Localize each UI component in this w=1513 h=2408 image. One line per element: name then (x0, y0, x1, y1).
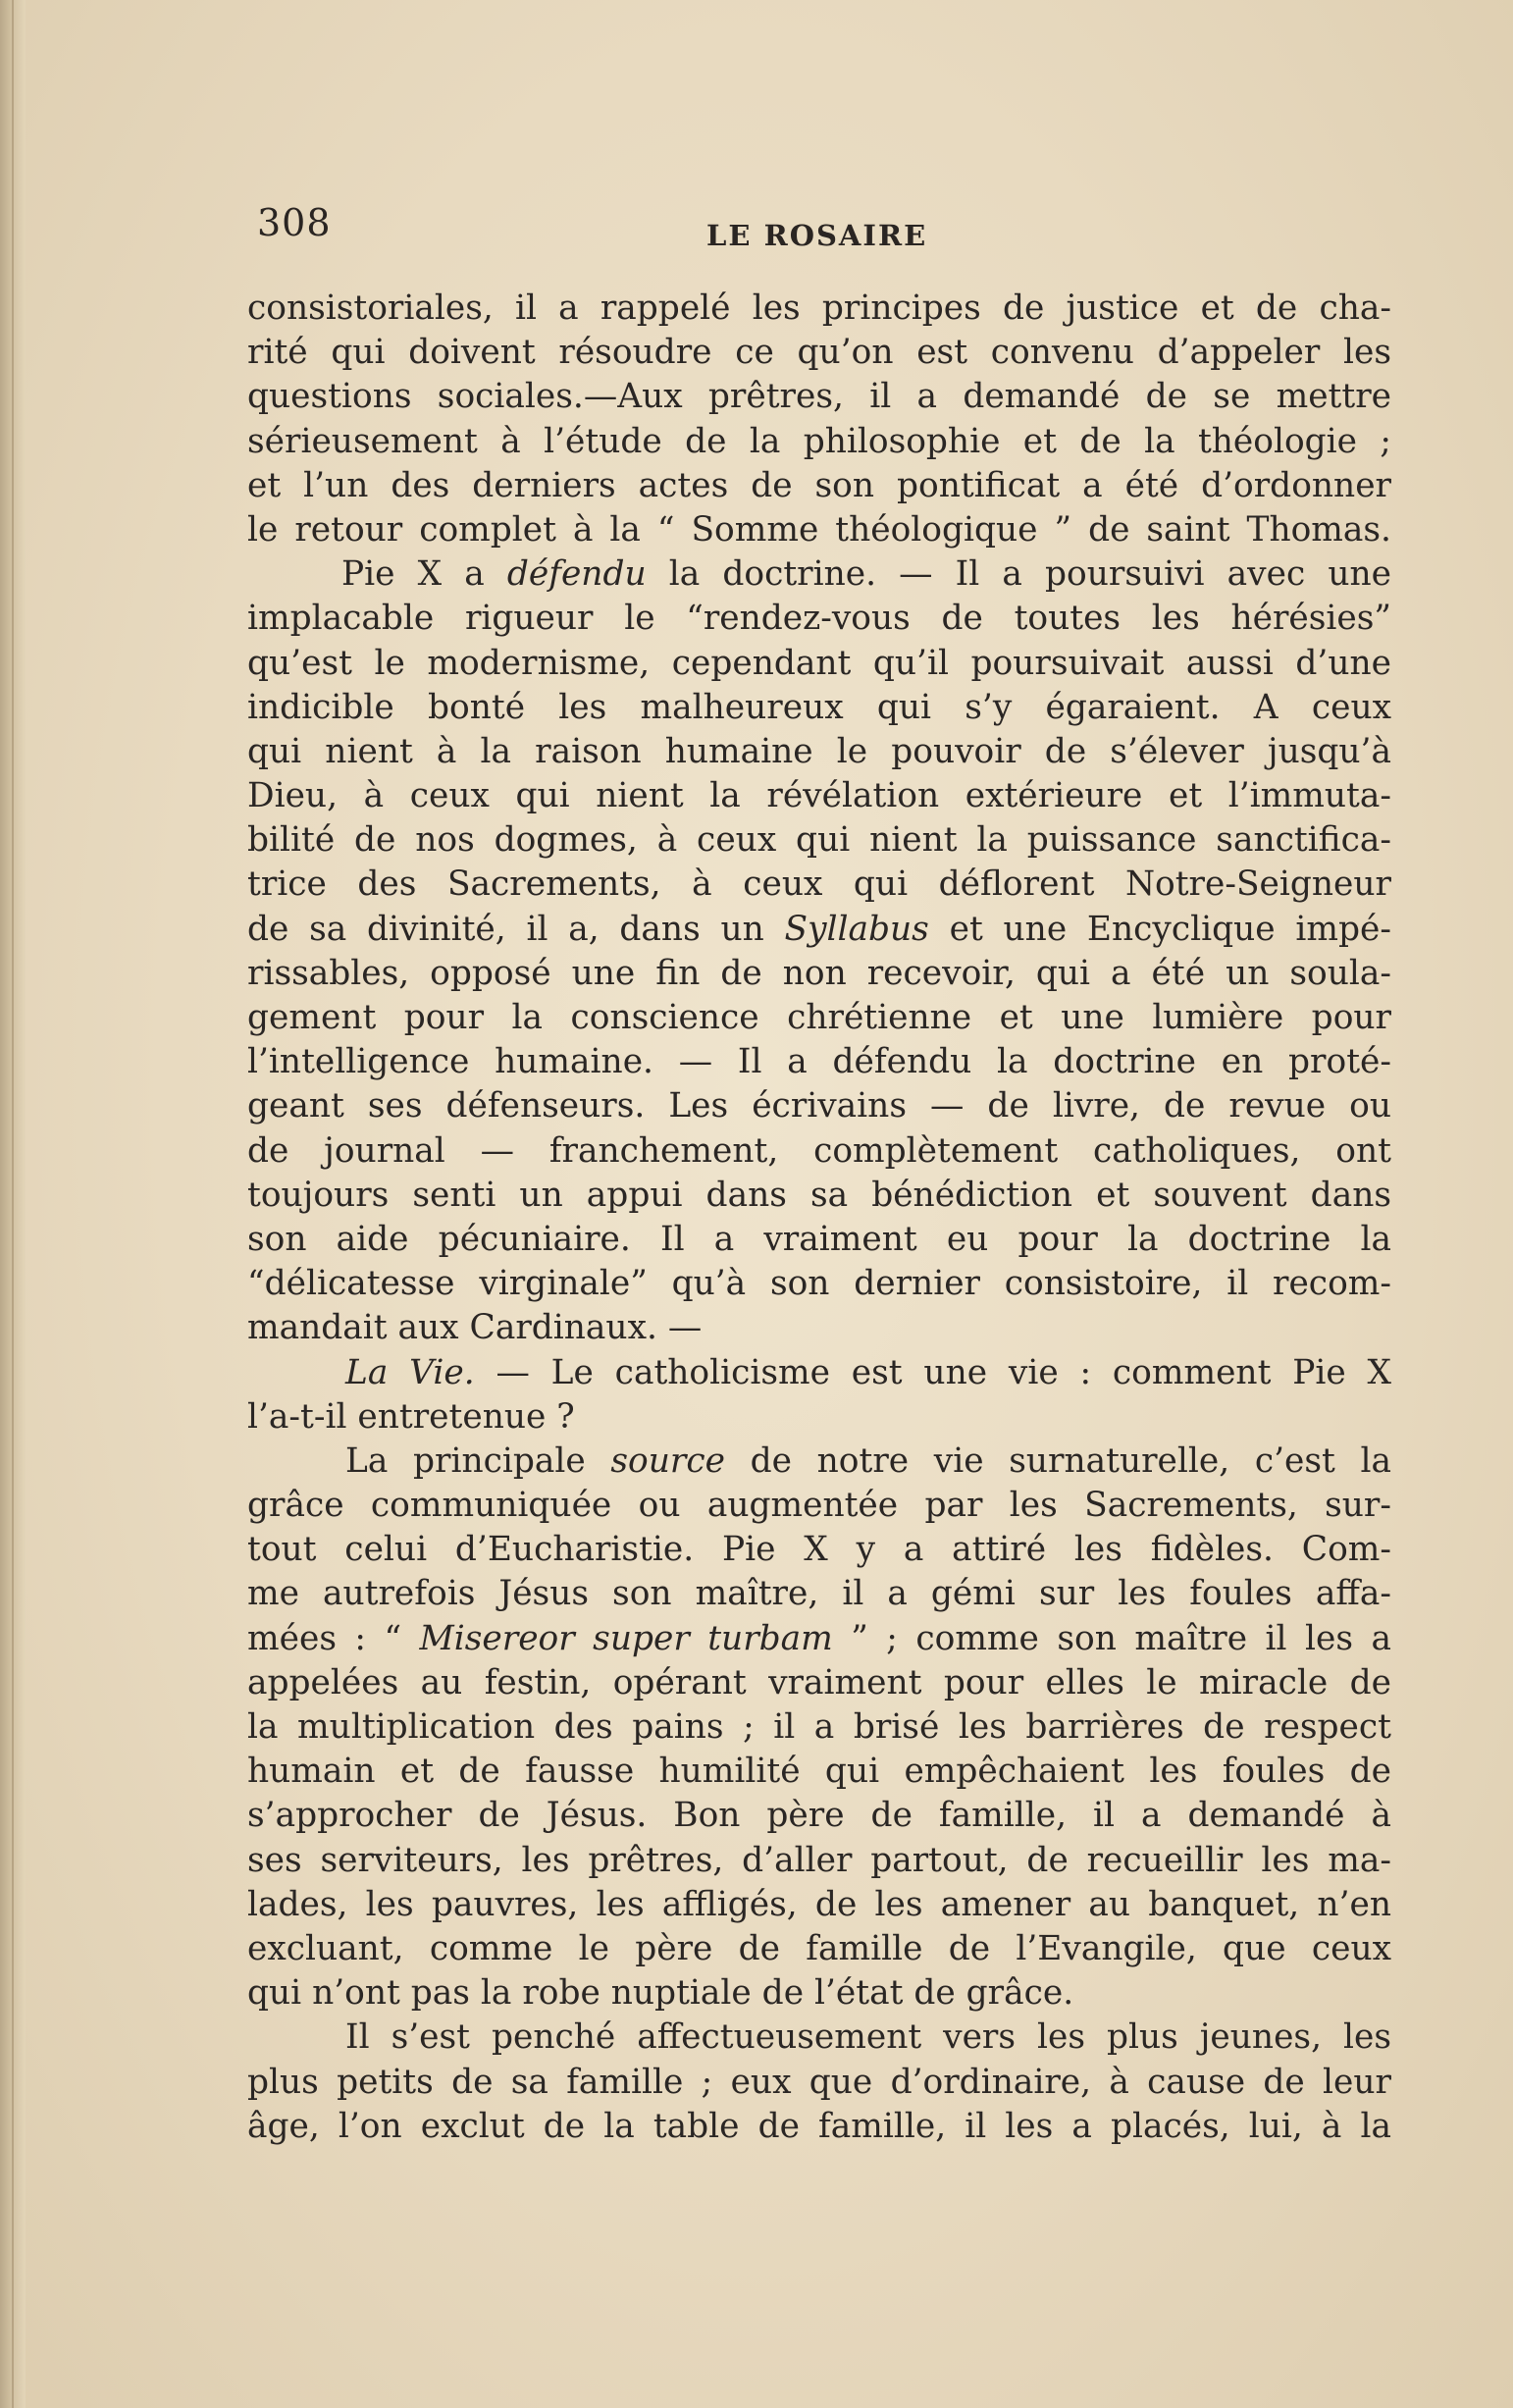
binding-shadow-line (12, 0, 14, 2408)
text-line: le retour complet à la “ Somme théologique ” de saint Thomas. (247, 509, 1391, 550)
text-line: rité qui doivent résoudre ce qu’on est convenu d’appeler les (247, 333, 1391, 373)
paragraph-line-misereor (247, 1617, 1391, 1661)
text-line: la multiplication des pains ; il a brisé les barrières de respect (247, 1707, 1391, 1747)
text-line: me autrefois Jésus son maître, il a gémi sur les foules affa- (247, 1574, 1391, 1614)
text-line: Dieu, à ceux qui nient la révélation extérieure et l’immuta- (247, 776, 1391, 816)
text-line: indicible bonté les malheureux qui s’y égaraient. A ceux (247, 687, 1391, 727)
text-line: consistoriales, il a rappelé les principes de justice et de cha- (247, 288, 1391, 328)
text-line: qu’est le modernisme, cependant qu’il poursuivait aussi d’une (247, 643, 1391, 683)
text-line: ses serviteurs, les prêtres, d’aller partout, de recueillir les ma- (247, 1840, 1391, 1880)
text-line: qui n’ont pas la robe nuptiale de l’état de grâce. (247, 1973, 1074, 2014)
paragraph-line-defendu (247, 552, 1391, 597)
text-run: la doctrine. — Il a poursuivi avec une (646, 554, 1391, 595)
text-line: bilité de nos dogmes, à ceux qui nient la puissance sanctifica- (247, 820, 1391, 861)
page-header (257, 201, 1395, 260)
text-line: de journal — franchement, complètement catholiques, ont (247, 1130, 1391, 1171)
text-line: et l’un des derniers actes de son pontificat a été d’ordonner (247, 465, 1391, 505)
text-run: Pie X a (341, 554, 507, 595)
italic-source: source (610, 1440, 725, 1481)
text-line: Il s’est penché affectueusement vers les plus jeunes, les (345, 2017, 1391, 2058)
text-line: sérieusement à l’étude de la philosophie et de la théologie ; (247, 421, 1391, 461)
text-line: “délicatesse virginale” qu’à son dernier consistoire, il recom- (247, 1264, 1391, 1304)
text-line: implacable rigueur le “rendez-vous de toutes les hérésies” (247, 599, 1391, 639)
text-run: de notre vie surnaturelle, c’est la (724, 1440, 1392, 1481)
italic-heading-defendu: défendu (506, 554, 647, 595)
text-line: geant ses défenseurs. Les écrivains — de livre, de revue ou (247, 1086, 1391, 1126)
text-line: trice des Sacrements, à ceux qui déflorent Notre-Seigneur (247, 864, 1391, 905)
body-text (247, 287, 1391, 2149)
text-line: questions sociales.—Aux prêtres, il a demandé de se mettre (247, 377, 1391, 417)
paragraph-line-syllabus (247, 908, 1391, 952)
text-line: qui nient à la raison humaine le pouvoir de s’élever jusqu’à (247, 731, 1391, 771)
text-line: mandait aux Cardinaux. — (247, 1308, 703, 1348)
italic-misereor: Misereor super turbam (419, 1618, 833, 1658)
text-line: excluant, comme le père de famille de l’Evangile, que ceux (247, 1928, 1391, 1968)
text-line: s’approcher de Jésus. Bon père de famille, il a demandé à (247, 1796, 1391, 1836)
text-line: rissables, opposé une fin de non recevoir, qui a été un soula- (247, 953, 1391, 993)
text-line: son aide pécuniaire. Il a vraiment eu pour la doctrine la (247, 1219, 1391, 1259)
text-run: ” ; comme son maître il les a (832, 1618, 1391, 1658)
text-line: l’intelligence humaine. — Il a défendu la doctrine en proté- (247, 1042, 1391, 1082)
italic-heading-la-vie: La Vie. (345, 1352, 475, 1392)
text-line: grâce communiquée ou augmentée par les Sacrements, sur- (247, 1486, 1391, 1526)
text-run: La principale (345, 1440, 611, 1481)
text-line: appelées au festin, opérant vraiment pour elles le miracle de (247, 1662, 1391, 1702)
text-run: mées : “ (247, 1618, 420, 1658)
text-run: de sa divinité, il a, dans un (247, 909, 785, 949)
text-line: gement pour la conscience chrétienne et une lumière pour (247, 998, 1391, 1037)
text-line: lades, les pauvres, les affligés, de les amener au banquet, n’en (247, 1884, 1391, 1924)
page-number: 308 (257, 201, 332, 244)
text-line: âge, l’on exclut de la table de famille, il les a placés, lui, à la (247, 2106, 1391, 2146)
text-run: — Le catholicisme est une vie : comment Pie X (474, 1352, 1391, 1392)
text-run: et une Encyclique impé- (928, 909, 1391, 949)
italic-syllabus: Syllabus (784, 909, 929, 949)
paragraph-line-la-vie (247, 1351, 1391, 1395)
paragraph-line-source (247, 1440, 1391, 1484)
text-line: tout celui d’Eucharistie. Pie X y a attiré les fidèles. Com- (247, 1530, 1391, 1570)
text-line: plus petits de sa famille ; eux que d’ordinaire, à cause de leur (247, 2062, 1391, 2102)
text-line: humain et de fausse humilité qui empêchaient les foules de (247, 1752, 1391, 1792)
text-line: l’a-t-il entretenue ? (247, 1396, 575, 1437)
text-line: toujours senti un appui dans sa bénédiction et souvent dans (247, 1175, 1391, 1215)
running-head: LE ROSAIRE (706, 219, 928, 252)
